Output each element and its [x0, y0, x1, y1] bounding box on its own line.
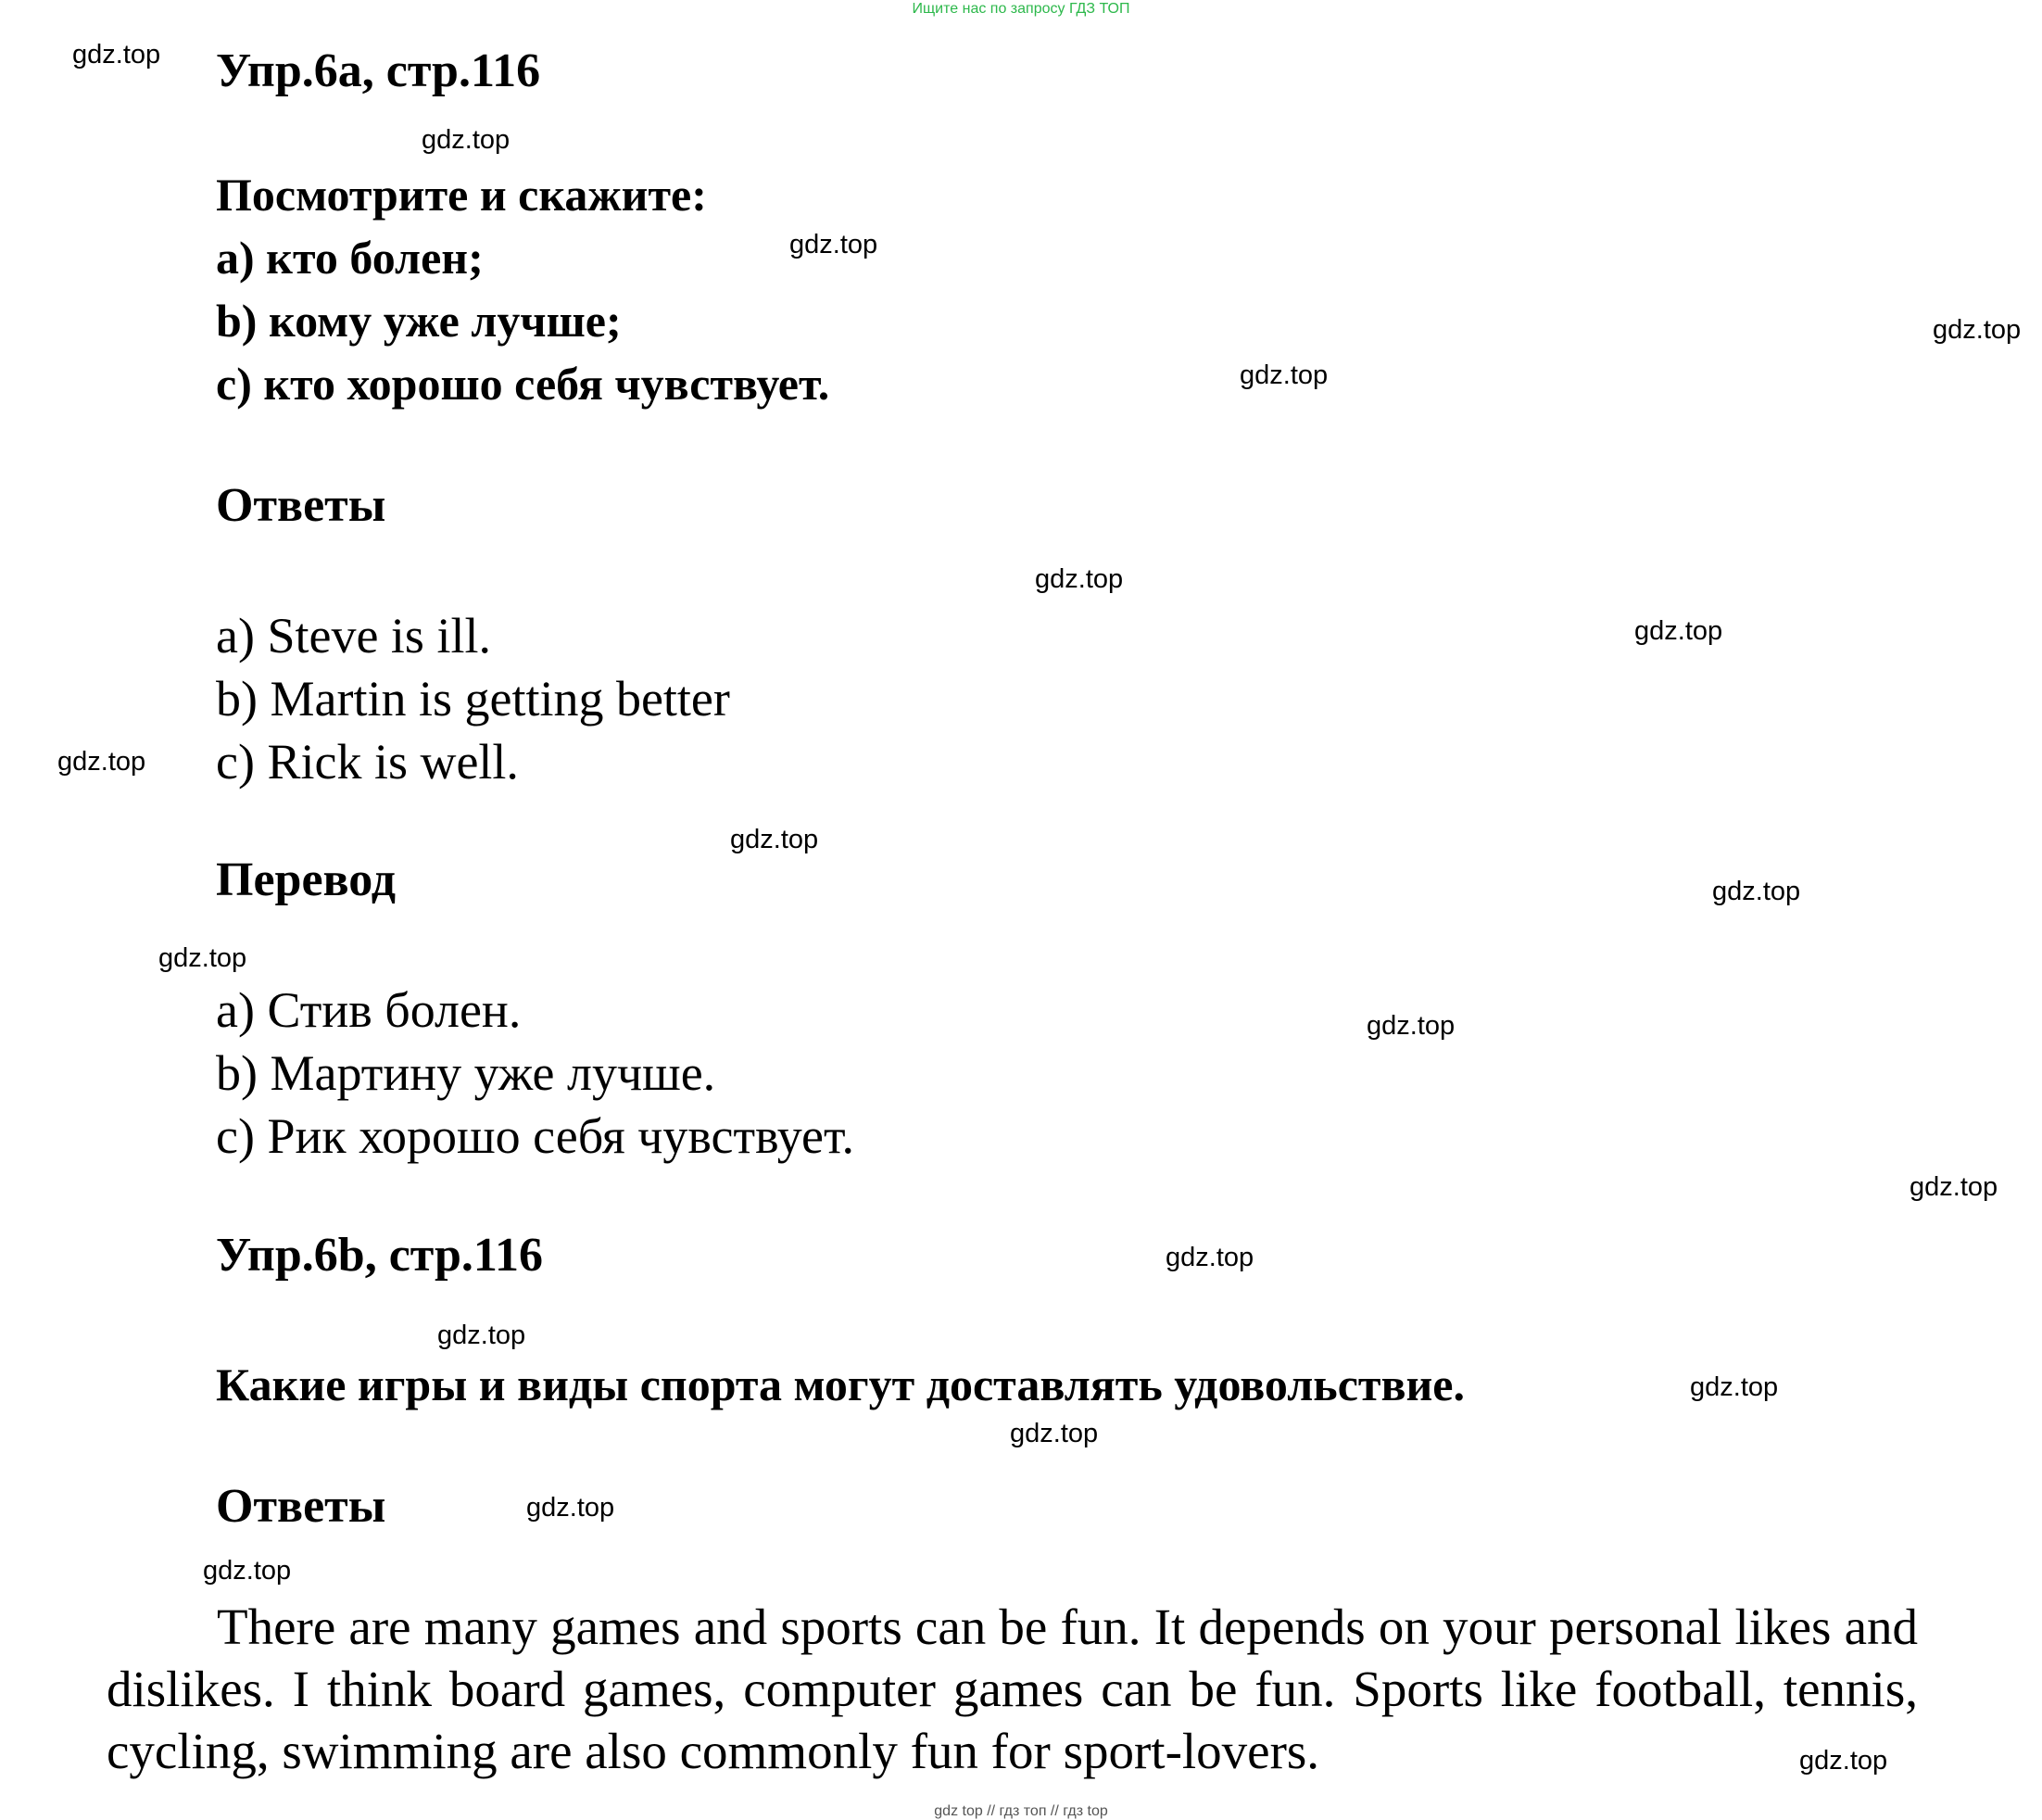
answers-heading-6b: Ответы	[216, 1480, 386, 1533]
watermark: gdz.top	[1035, 564, 1124, 594]
watermark: gdz.top	[1010, 1419, 1099, 1448]
answers-heading-6a: Ответы	[216, 479, 386, 532]
answer-line: b) Martin is getting better	[216, 671, 730, 727]
watermark: gdz.top	[1634, 616, 1723, 646]
watermark: gdz.top	[1367, 1011, 1456, 1041]
task-line: b) кому уже лучше;	[216, 295, 622, 347]
watermark: gdz.top	[1712, 877, 1801, 906]
answer-line: c) Rick is well.	[216, 734, 519, 790]
exercise-6a-title: Упр.6а, стр.116	[216, 44, 541, 97]
header-search-link[interactable]: Ищите нас по запросу ГДЗ ТОП	[912, 1, 1130, 17]
watermark: gdz.top	[730, 825, 819, 854]
task-line: a) кто болен;	[216, 232, 484, 284]
translation-line: c) Рик хорошо себя чувствует.	[216, 1108, 855, 1164]
answers-list-6a	[216, 604, 730, 793]
footer-link[interactable]: gdz top // гдз топ // гдз top	[934, 1803, 1108, 1819]
translation-list	[216, 979, 854, 1168]
watermark: gdz.top	[526, 1493, 615, 1523]
task-line: Какие игры и виды спорта могут доставлять удовольствие.	[216, 1359, 1465, 1410]
exercise-6a-task	[216, 163, 829, 415]
watermark: gdz.top	[158, 943, 247, 973]
task-line: c) кто хорошо себя чувствует.	[216, 358, 830, 410]
translation-line: a) Стив болен.	[216, 982, 522, 1038]
watermark: gdz.top	[203, 1556, 292, 1586]
watermark: gdz.top	[57, 747, 146, 777]
answer-line: a) Steve is ill.	[216, 608, 491, 664]
exercise-6b-title: Упр.6b, стр.116	[216, 1229, 544, 1282]
watermark: gdz.top	[437, 1321, 526, 1350]
watermark: gdz.top	[1799, 1746, 1888, 1776]
watermark: gdz.top	[422, 125, 510, 155]
task-line: Посмотрите и скажите:	[216, 169, 707, 221]
translation-line: b) Мартину уже лучше.	[216, 1045, 716, 1101]
watermark: gdz.top	[1166, 1243, 1254, 1272]
watermark: gdz.top	[789, 230, 878, 259]
watermark: gdz.top	[1240, 360, 1329, 390]
watermark: gdz.top	[1690, 1372, 1779, 1402]
translation-heading: Перевод	[216, 853, 397, 906]
answer-paragraph-6b: There are many games and sports can be fun. It depends on your personal likes and dislikes. I think board games, computer games can be fun. Sports like football, tennis, cycling, swimming are also commonly fun for sport-lovers.	[107, 1599, 1918, 1779]
watermark: gdz.top	[1933, 315, 2022, 345]
watermark: gdz.top	[1910, 1172, 1998, 1202]
exercise-6b-task	[216, 1353, 1465, 1416]
watermark: gdz.top	[72, 40, 161, 70]
